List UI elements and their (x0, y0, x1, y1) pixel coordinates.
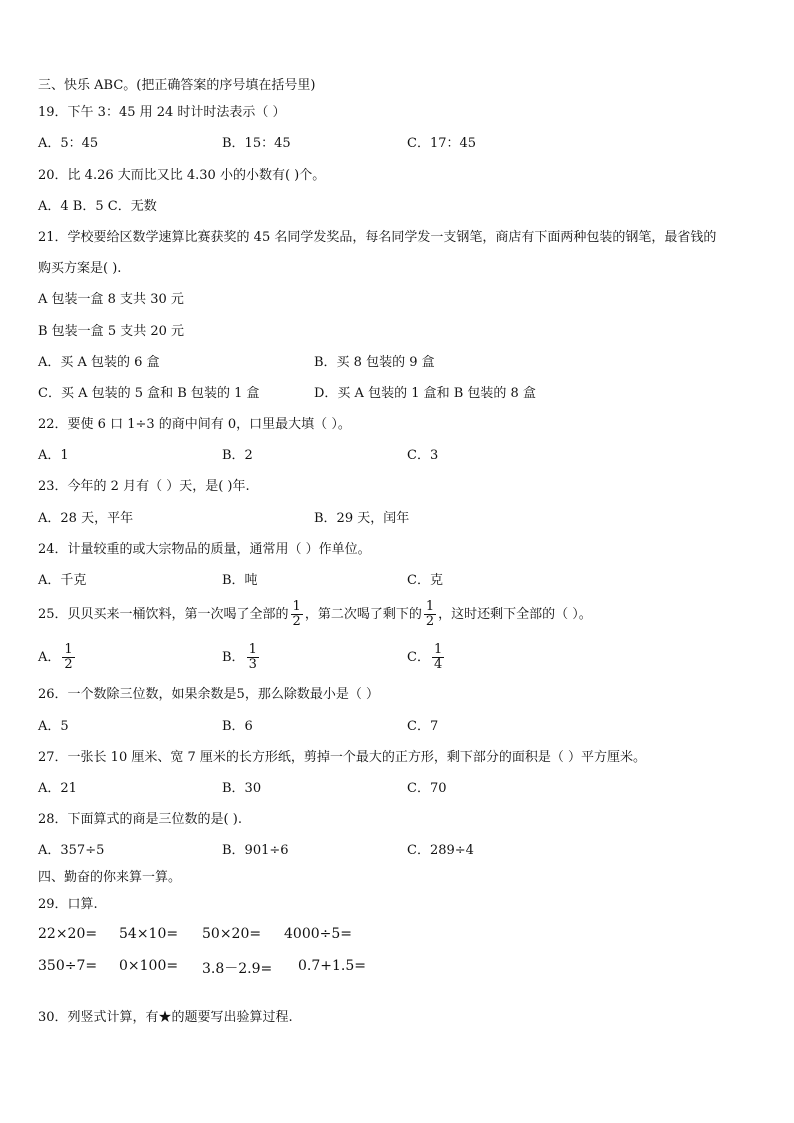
mental-calc-item: 4000÷5= (284, 926, 352, 942)
fraction-denominator: 4 (433, 657, 443, 672)
mental-calc-item: 3.8－2.9= (202, 961, 273, 977)
q24-option-b: B．吨 (222, 573, 258, 588)
mental-calc-item: 54×10= (119, 926, 179, 942)
q25-option-c (407, 641, 446, 675)
option-label: A． (38, 650, 61, 665)
fraction-numerator: 1 (64, 642, 73, 657)
q25-text-part-2: ，第二次喝了剩下的 (304, 607, 422, 622)
q22-option-a: A．1 (38, 448, 69, 463)
question-27: 27．一张长 10 厘米、宽 7 厘米的长方形纸，剪掉一个最大的正方形，剩下部分的面积是（ ）平方厘米。 (38, 750, 647, 765)
question-29: 29．口算. (38, 897, 98, 912)
fraction-denominator: 2 (64, 657, 73, 672)
question-21-line-2: 购买方案是( ). (38, 261, 122, 276)
question-23: 23．今年的 2 月有（ ）天，是( )年. (38, 479, 250, 494)
fraction-denominator: 2 (292, 614, 301, 629)
section-4-title: 四、勤奋的你来算一算。 (38, 870, 182, 885)
q24-option-c: C．克 (407, 573, 443, 588)
mental-calc-item: 0×100= (119, 958, 179, 974)
option-fraction (432, 643, 444, 672)
q24-option-a: A．千克 (38, 573, 87, 588)
q21-option-c: C．买 A 包装的 5 盒和 B 包装的 1 盒 (38, 386, 260, 401)
q26-option-b: B．6 (222, 719, 253, 734)
question-26: 26．一个数除三位数，如果余数是5，那么除数最小是（ ） (38, 687, 379, 702)
q26-option-a: A．5 (38, 719, 69, 734)
option-fraction (247, 643, 259, 672)
mental-calc-item: 350÷7= (38, 958, 98, 974)
q21-option-d: D．买 A 包装的 1 盒和 B 包装的 8 盒 (314, 386, 536, 401)
option-label: B． (222, 650, 245, 665)
question-22: 22．要使 6 口 1÷3 的商中间有 0，口里最大填（ ）。 (38, 417, 351, 432)
fraction-numerator: 1 (292, 599, 301, 614)
q19-option-c: C．17：45 (407, 136, 477, 151)
q19-option-b: B．15：45 (222, 136, 291, 151)
q27-option-b: B．30 (222, 781, 262, 796)
q25-text-part-3: ，这时还剩下全部的（ ）。 (438, 607, 592, 622)
q20-options: A．4 B．5 C．无数 (38, 199, 157, 214)
question-30: 30．列竖式计算，有★的题要写出验算过程. (38, 1010, 293, 1025)
q22-option-c: C．3 (407, 448, 439, 463)
fraction-denominator: 3 (248, 657, 257, 672)
q26-option-c: C．7 (407, 719, 439, 734)
fraction-numerator: 1 (248, 642, 257, 657)
question-25 (38, 598, 592, 632)
question-21-line-1: 21．学校要给区数学速算比赛获奖的 45 名同学发奖品，每名同学发一支钢笔，商店有下面两种包装的钢笔，最省钱的 (38, 230, 717, 245)
q25-fraction-2 (424, 600, 436, 629)
q25-option-a (38, 641, 77, 675)
question-19: 19．下午 3：45 用 24 时计时法表示（ ） (38, 105, 286, 120)
mental-calc-item: 50×20= (202, 926, 262, 942)
q28-option-a: A．357÷5 (38, 843, 105, 858)
q25-fraction-1 (291, 600, 303, 629)
q21-pack-b: B 包装一盒 5 支共 20 元 (38, 324, 185, 339)
q28-option-b: B．901÷6 (222, 843, 289, 858)
q21-option-b: B．买 8 包装的 9 盒 (314, 355, 435, 370)
question-24: 24．计量较重的或大宗物品的质量，通常用（ ）作单位。 (38, 542, 371, 557)
mental-calc-item: 0.7+1.5= (298, 958, 366, 974)
q27-option-a: A．21 (38, 781, 77, 796)
question-28: 28．下面算式的商是三位数的是( ). (38, 812, 242, 827)
q21-option-a: A．买 A 包装的 6 盒 (38, 355, 160, 370)
q25-option-b (222, 641, 261, 675)
q27-option-c: C．70 (407, 781, 447, 796)
question-20: 20．比 4.26 大而比又比 4.30 小的小数有( )个。 (38, 168, 326, 183)
fraction-numerator: 1 (425, 599, 435, 614)
option-fraction (62, 643, 74, 672)
q28-option-c: C．289÷4 (407, 843, 474, 858)
q21-pack-a: A 包装一盒 8 支共 30 元 (38, 292, 184, 307)
fraction-numerator: 1 (433, 642, 443, 657)
q23-option-b: B．29 天，闰年 (314, 511, 410, 526)
fraction-denominator: 2 (425, 614, 435, 629)
option-label: C． (407, 650, 430, 665)
q19-option-a: A．5：45 (38, 136, 99, 151)
section-3-title: 三、快乐 ABC。(把正确答案的序号填在括号里) (38, 78, 316, 93)
mental-calc-item: 22×20= (38, 926, 98, 942)
q25-text-part-1: 25．贝贝买来一桶饮料，第一次喝了全部的 (38, 607, 289, 622)
q23-option-a: A．28 天，平年 (38, 511, 134, 526)
q22-option-b: B．2 (222, 448, 253, 463)
